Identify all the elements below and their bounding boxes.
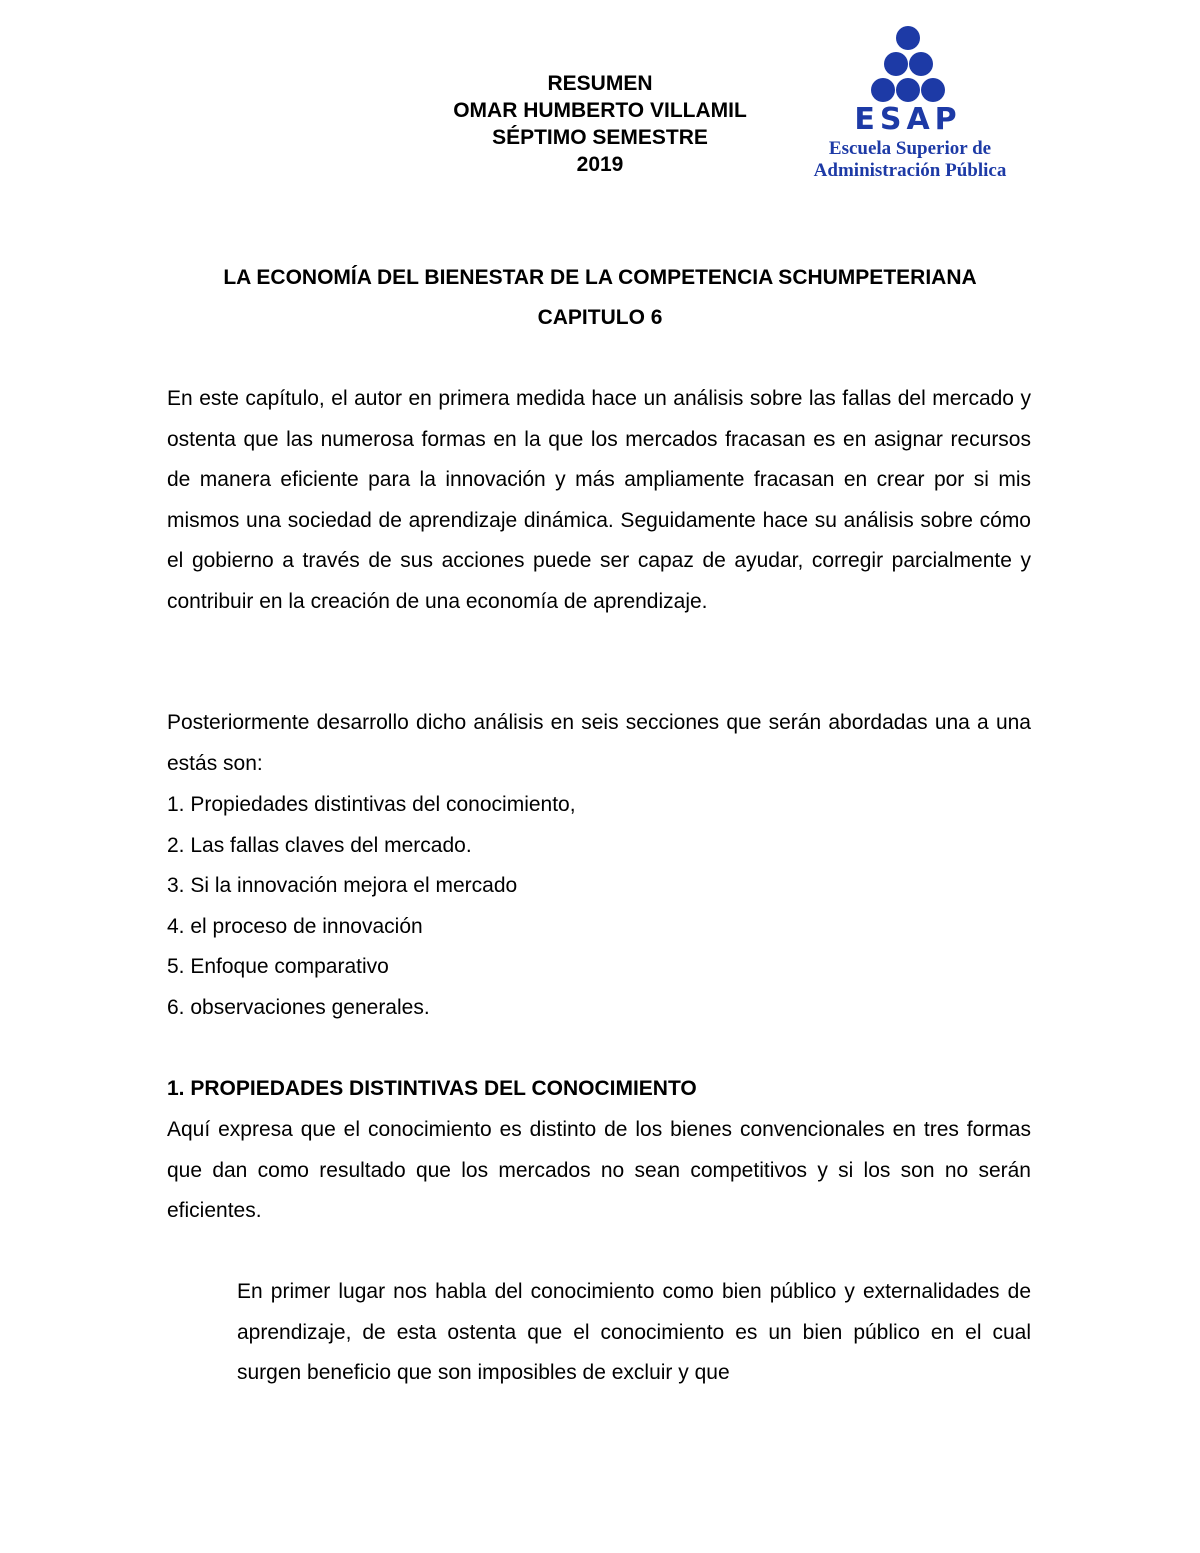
esap-logo-graphic	[800, 22, 1020, 134]
section1-heading: 1. PROPIEDADES DISTINTIVAS DEL CONOCIMIENTO	[167, 1077, 697, 1100]
list-item: 4. el proceso de innovación	[167, 914, 423, 938]
document-header	[400, 70, 800, 178]
section1-paragraph: Aquí expresa que el conocimiento es distinto de los bienes convencionales en tres formas que dan como resultado que los mercados no sean competitivos y si los son no serán eficientes.	[167, 1118, 1031, 1223]
sections-list	[167, 785, 1031, 1029]
sections-intro-paragraph: Posteriormente desarrollo dicho análisis en seis secciones que serán abordadas una a una estás son:	[167, 711, 1031, 775]
esap-logo-lettering: ESAP	[854, 102, 962, 134]
list-item: 1. Propiedades distintivas del conocimiento,	[167, 793, 576, 816]
list-item: 6. observaciones generales.	[167, 995, 430, 1019]
document-title: LA ECONOMÍA DEL BIENESTAR DE LA COMPETENCIA SCHUMPETERIANA	[223, 266, 977, 289]
header-line-author: OMAR HUMBERTO VILLAMIL	[453, 99, 747, 122]
section1-subparagraph: En primer lugar nos habla del conocimiento como bien público y externalidades de aprendizaje, de esta ostenta que el conocimiento es un bien público en el cual surgen beneficio que son imposibles de excluir y que	[237, 1280, 1031, 1385]
esap-logo-caption	[800, 138, 1020, 182]
esap-logo-line2: Administración Pública	[813, 160, 1007, 181]
list-item: 5. Enfoque comparativo	[167, 955, 389, 979]
esap-logo	[800, 22, 1020, 187]
list-item: 2. Las fallas claves del mercado.	[167, 833, 472, 857]
list-item: 3. Si la innovación mejora el mercado	[167, 874, 518, 898]
intro-paragraph: En este capítulo, el autor en primera medida hace un análisis sobre las fallas del mercado y ostenta que las numerosa formas en la que los mercados fracasan es en asignar recursos de manera eficiente para la innovación y más ampliamente fracasan en crear por si mis mismos una sociedad de aprendizaje dinámica. Seguidamente hace su análisis sobre cómo el gobierno a través de sus acciones puede ser capaz de ayudar, corregir parcialmente y contribuir en la creación de una economía de aprendizaje.	[167, 387, 1031, 613]
header-line-year: 2019	[576, 153, 624, 176]
esap-logo-line1: Escuela Superior de	[828, 138, 992, 159]
header-line-resumen: RESUMEN	[547, 72, 653, 95]
header-line-semester: SÉPTIMO SEMESTRE	[492, 126, 708, 149]
document-subtitle: CAPITULO 6	[537, 306, 663, 329]
